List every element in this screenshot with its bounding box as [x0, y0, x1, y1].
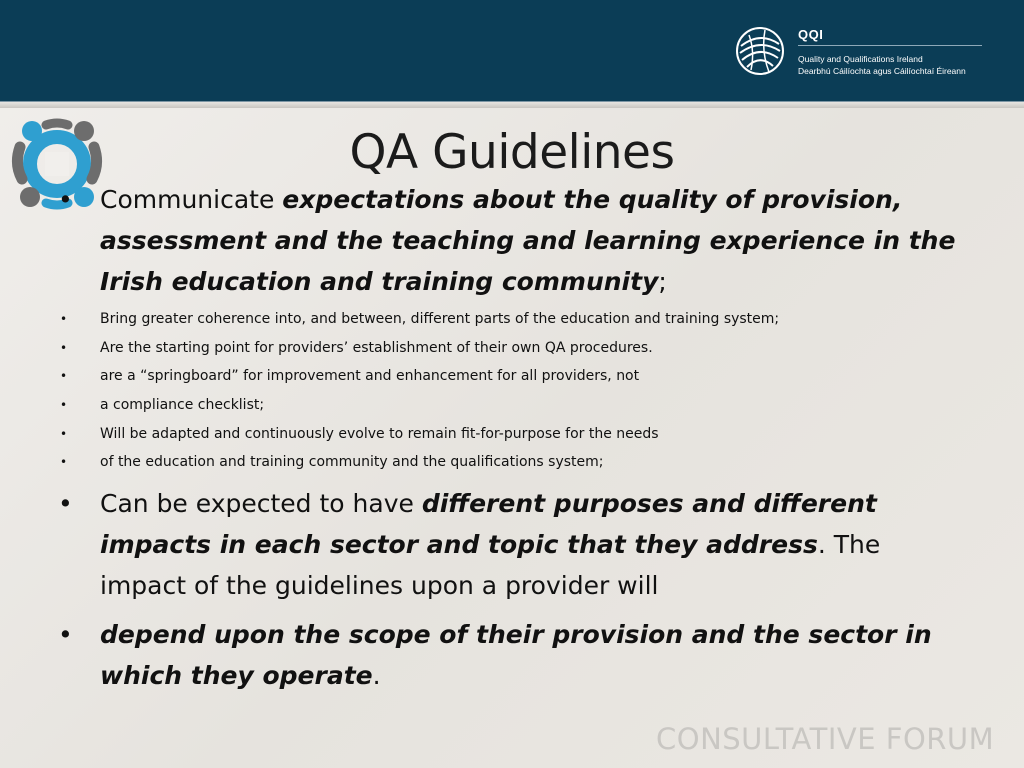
- list-item-text: which they operate.: [100, 661, 381, 690]
- list-item-text: assessment and the teaching and learning experience in the: [100, 226, 956, 255]
- list-item-text: depend upon the scope of their provision and the sector in: [100, 620, 932, 649]
- bullet-marker: •: [58, 185, 73, 214]
- bullet-marker: •: [58, 489, 73, 518]
- org-abbreviation: QQI: [798, 27, 824, 42]
- list-item-text: impact of the guidelines upon a provider will: [100, 571, 659, 600]
- list-item-text: of the education and training community and the qualifications system;: [100, 454, 604, 470]
- list-item-text: Bring greater coherence into, and between, different parts of the education and training system;: [100, 311, 780, 327]
- org-name-irish: Dearbhú Cáilíochta agus Cáilíochtaí Éireann: [798, 66, 966, 76]
- slide-title: QA Guidelines: [349, 125, 675, 180]
- footer-label: CONSULTATIVE FORUM: [656, 722, 995, 756]
- list-item-text: are a “springboard” for improvement and enhancement for all providers, not: [100, 368, 640, 384]
- org-name-english: Quality and Qualifications Ireland: [798, 54, 923, 64]
- list-item-text: impacts in each sector and topic that they address. The: [100, 530, 881, 559]
- bullet-marker: •: [60, 398, 68, 412]
- bullet-marker: •: [60, 341, 68, 355]
- bullet-marker: •: [58, 620, 73, 649]
- list-item-text: Are the starting point for providers’ establishment of their own QA procedures.: [100, 340, 653, 356]
- bullet-marker: •: [60, 427, 68, 441]
- list-item-text: Irish education and training community;: [100, 267, 667, 296]
- bullet-marker: •: [60, 455, 68, 469]
- list-item-text: Will be adapted and continuously evolve to remain fit-for-purpose for the needs: [100, 426, 659, 442]
- list-item-text: Can be expected to have different purposes and different: [100, 489, 877, 518]
- list-item-text: a compliance checklist;: [100, 397, 265, 413]
- bullet-marker: •: [60, 369, 68, 383]
- bullet-marker: •: [60, 312, 68, 326]
- list-item-text: Communicate expectations about the quality of provision,: [100, 185, 903, 214]
